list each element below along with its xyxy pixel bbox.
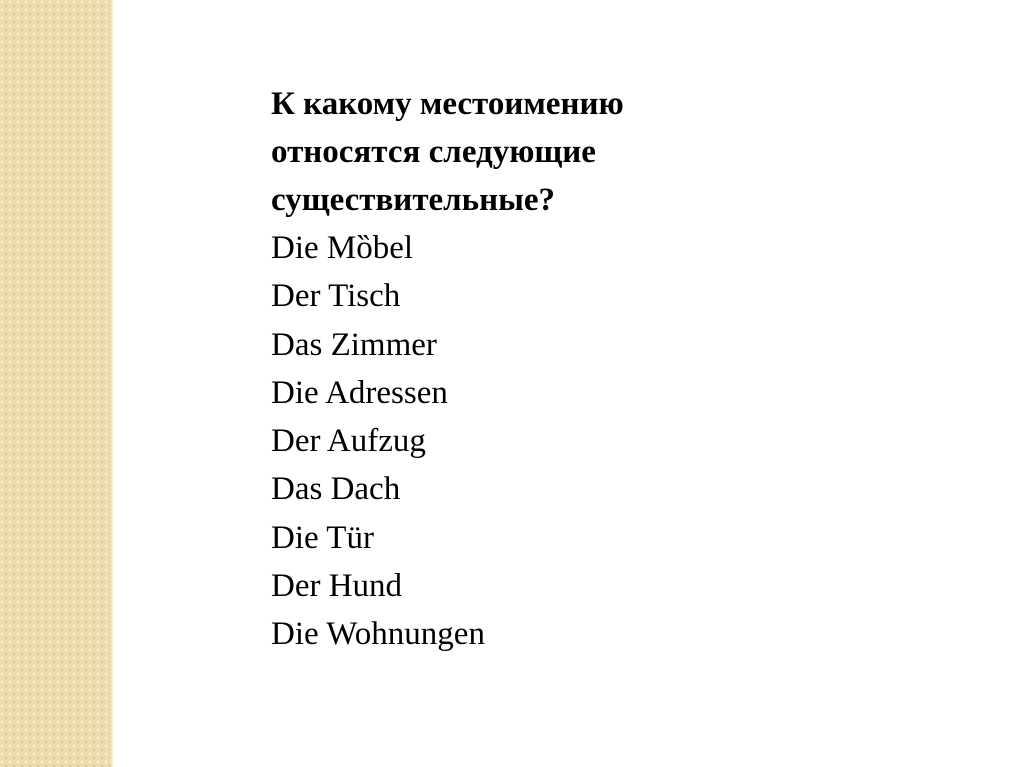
- decorative-side-stripe: [0, 0, 110, 767]
- slide-content: [271, 80, 831, 659]
- list-item: Die Adressen: [271, 374, 448, 411]
- list-item: Der Tisch: [271, 278, 401, 315]
- noun-list: [271, 224, 831, 659]
- list-item: Die Tür: [271, 519, 374, 556]
- list-item: Der Aufzug: [271, 423, 426, 460]
- list-item: Das Dach: [271, 471, 401, 508]
- stripe-edge: [110, 0, 113, 767]
- list-item: Die Mȍbel: [271, 230, 414, 266]
- list-item: Das Zimmer: [271, 326, 437, 363]
- list-item: Die Wohnungen: [271, 616, 485, 653]
- list-item: Der Hund: [271, 568, 403, 605]
- question-heading: К какому местоимению относятся следующие существительные?: [271, 86, 624, 218]
